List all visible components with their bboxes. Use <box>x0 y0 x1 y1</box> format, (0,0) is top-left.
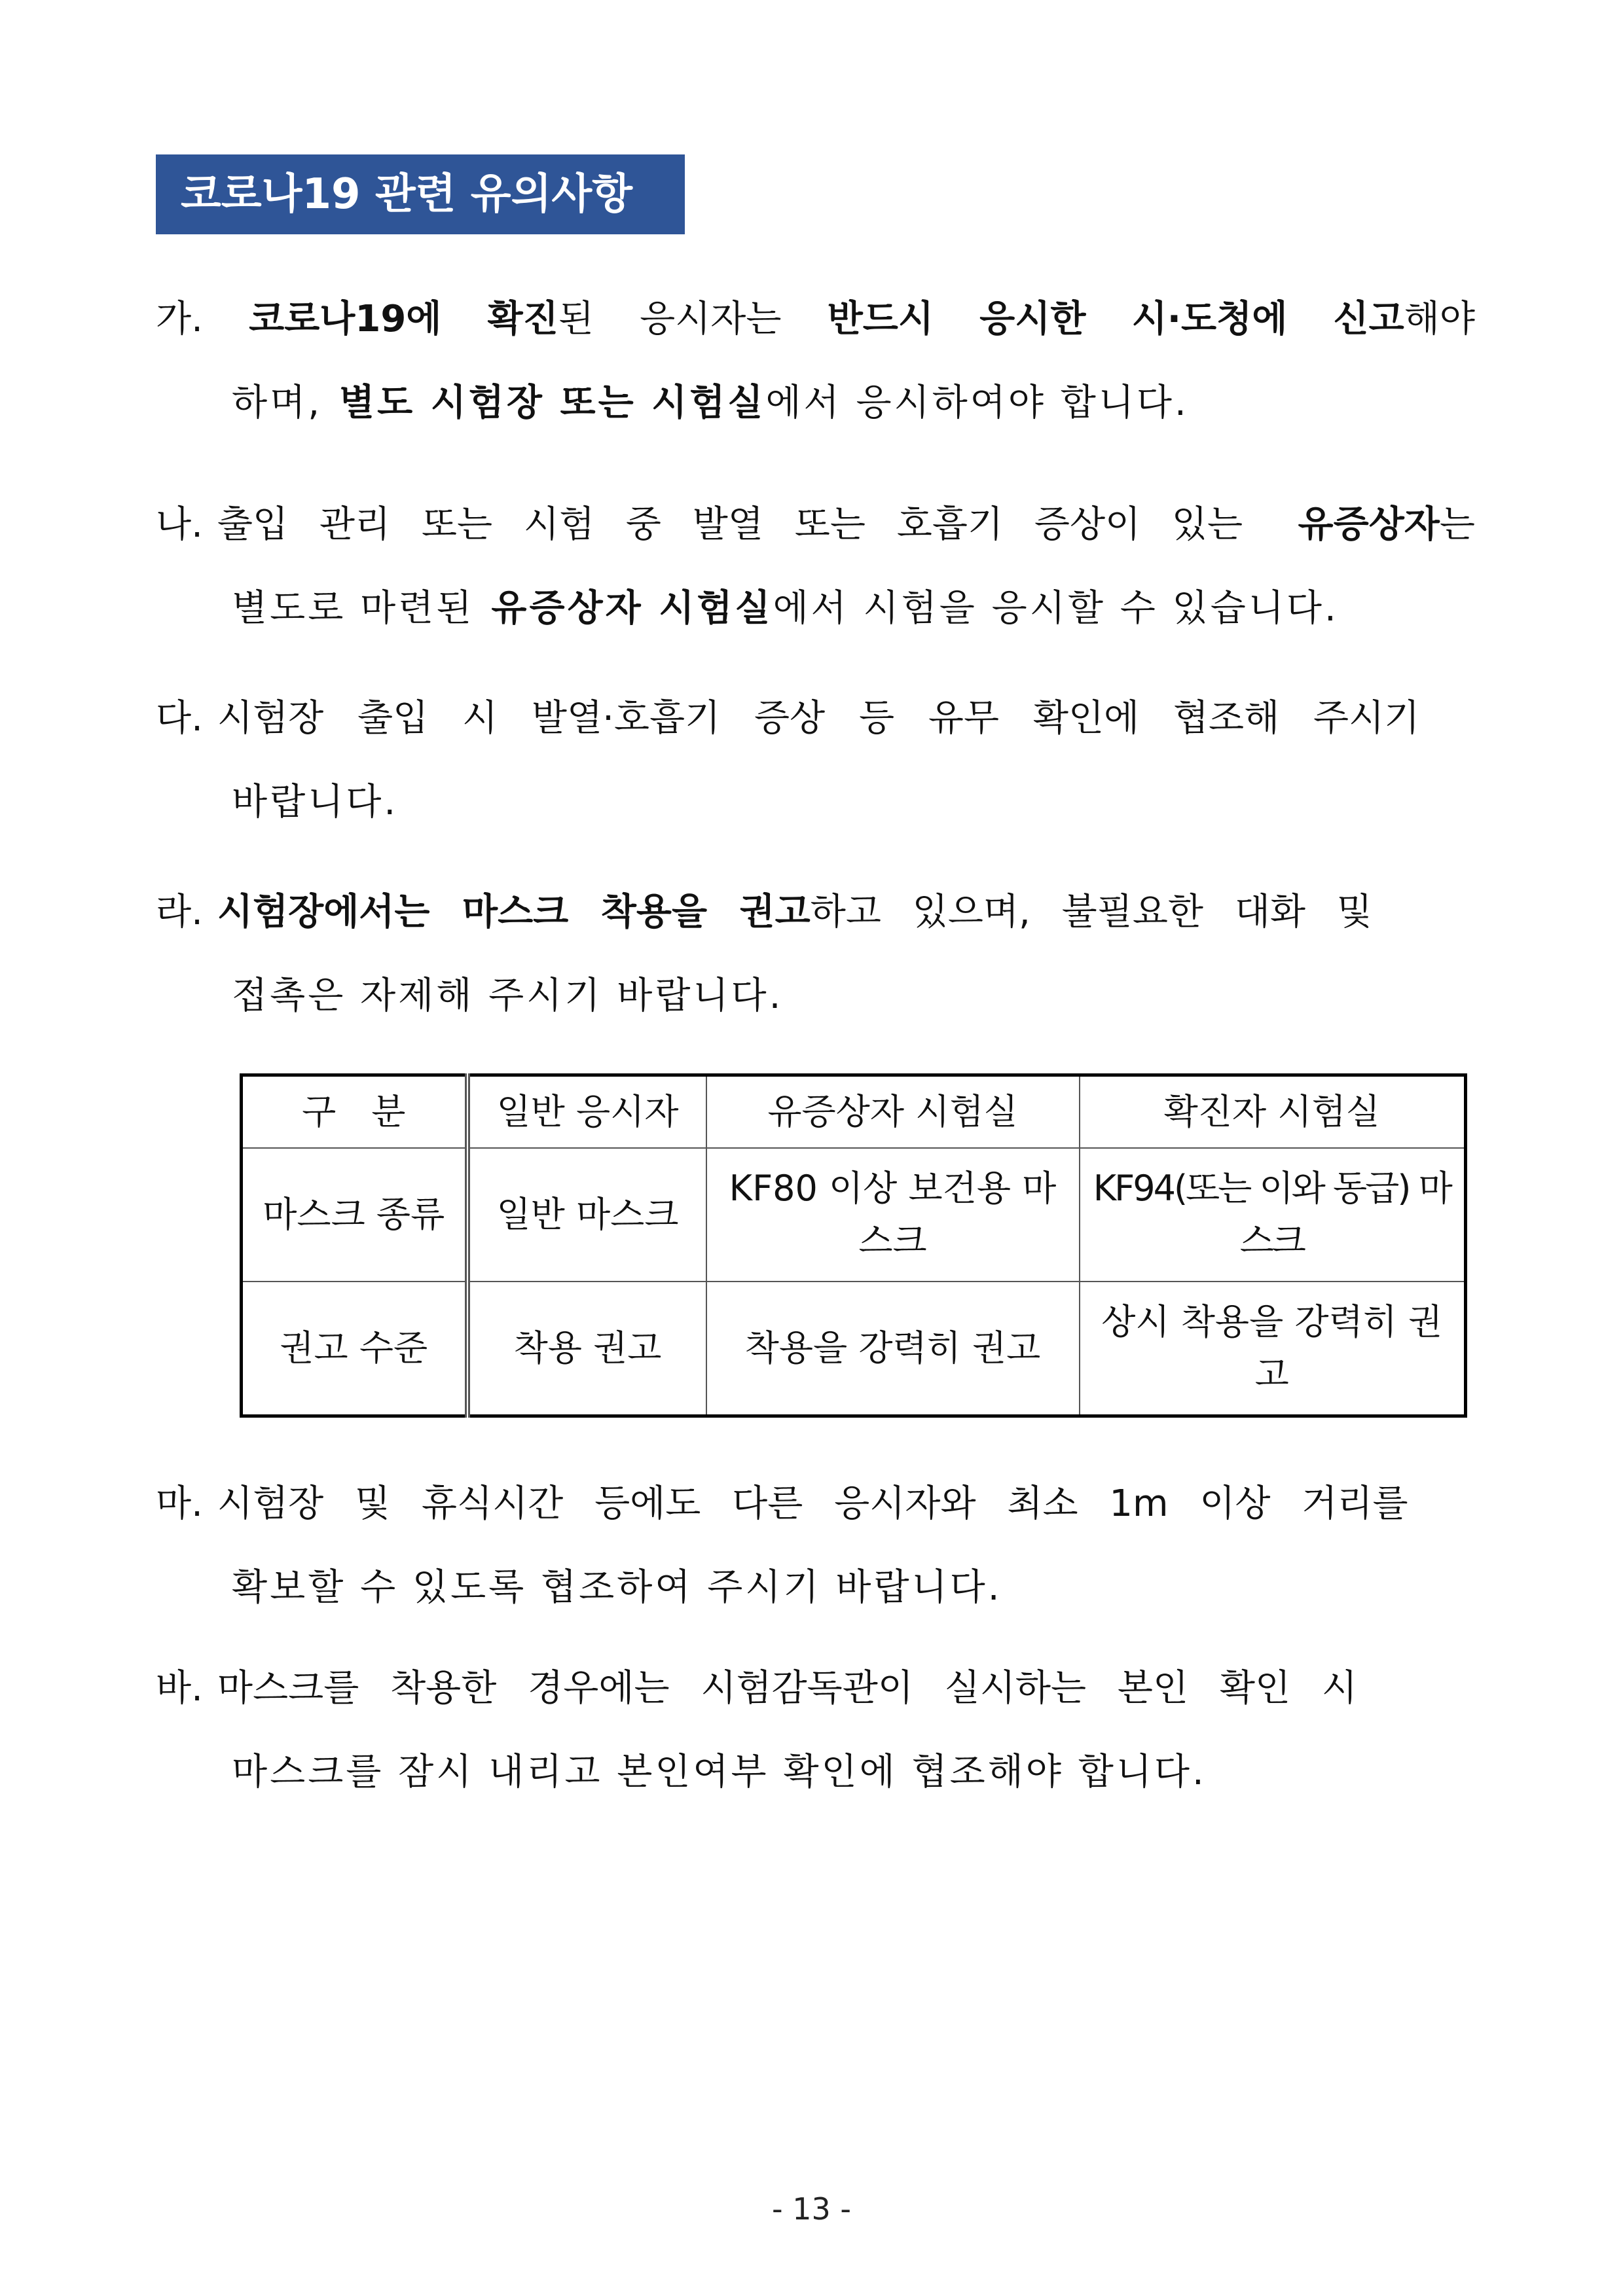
table-cell: 상시 착용을 강력히 권고 <box>1080 1282 1466 1416</box>
item-text: 마스크를 착용한 경우에는 시험감독관이 실시하는 본인 확인 시 <box>217 1667 1358 1710</box>
table-header: 일반 응시자 <box>467 1075 706 1149</box>
table-cell: 착용 권고 <box>467 1282 706 1416</box>
item-text: 에서 응시하여야 합니다. <box>765 382 1189 424</box>
notice-item-ma <box>156 1462 1475 1630</box>
item-marker: 마. <box>156 1482 203 1525</box>
notice-item-ga <box>156 278 1475 445</box>
mask-table <box>240 1073 1464 1418</box>
table-header: 구 분 <box>242 1075 467 1149</box>
table-header: 확진자 시험실 <box>1080 1075 1466 1149</box>
item-marker: 바. <box>156 1667 203 1710</box>
item-text: 유증상자는 <box>1298 503 1475 546</box>
table-cell: 일반 마스크 <box>467 1148 706 1282</box>
item-text: 시·도청에 <box>1131 298 1288 340</box>
table-header: 유증상자 시험실 <box>706 1075 1080 1149</box>
item-text-bold: 별도 시험장 또는 시험실 <box>339 382 766 424</box>
item-text: 반드시 <box>827 298 934 340</box>
table-row <box>242 1148 1466 1282</box>
table-cell: 마스크 종류 <box>242 1148 467 1282</box>
item-text: 접촉은 자제해 주시기 바랍니다. <box>232 975 784 1017</box>
item-text: 에서 시험을 응시할 수 있습니다. <box>773 587 1339 630</box>
notice-item-ba <box>156 1647 1475 1814</box>
item-marker: 다. <box>156 697 203 740</box>
item-text: 마스크를 잠시 내리고 본인여부 확인에 협조해야 합니다. <box>232 1751 1207 1793</box>
item-text: 별도로 마련된 <box>232 587 475 630</box>
table-cell: KF80 이상 보건용 마스크 <box>706 1148 1080 1282</box>
item-text: 응시한 <box>979 298 1086 340</box>
item-marker: 나. <box>156 503 203 546</box>
item-text: 하며, <box>232 382 322 424</box>
item-text-bold: 유증상자 시험실 <box>491 587 773 630</box>
table-cell: 권고 수준 <box>242 1282 467 1416</box>
item-text: 하고 있으며, 불필요한 대화 및 <box>810 891 1372 933</box>
table-row <box>242 1282 1466 1416</box>
table-cell: KF94(또는 이와 동급) 마스크 <box>1080 1148 1466 1282</box>
notice-item-na <box>156 483 1475 651</box>
notice-item-ra <box>156 870 1475 1038</box>
notice-item-da <box>156 677 1475 844</box>
section-title: 코로나19 관련 유의사항 <box>156 154 685 234</box>
item-text: 출입 관리 또는 시험 중 발열 또는 호흡기 증상이 있는 <box>217 503 1243 546</box>
item-text-bold: 시험장에서는 마스크 착용을 권고 <box>217 891 811 933</box>
item-text: 시험장 출입 시 발열·호흡기 증상 등 유무 확인에 협조해 주시기 <box>217 697 1420 740</box>
item-text: 응시자는 <box>640 298 782 340</box>
table-cell: 착용을 강력히 권고 <box>706 1282 1080 1416</box>
item-text: 확진된 <box>487 298 594 340</box>
item-text: 코로나19에 <box>249 298 442 340</box>
item-text: 바랍니다. <box>232 781 399 823</box>
item-marker: 라. <box>156 891 203 933</box>
item-marker: 가. <box>156 298 203 340</box>
page-number: - 13 - <box>772 2191 851 2227</box>
item-text: 신고해야 <box>1333 298 1475 340</box>
item-text: 시험장 및 휴식시간 등에도 다른 응시자와 최소 1m 이상 거리를 <box>217 1482 1408 1525</box>
item-text: 확보할 수 있도록 협조하여 주시기 바랍니다. <box>232 1566 1002 1609</box>
